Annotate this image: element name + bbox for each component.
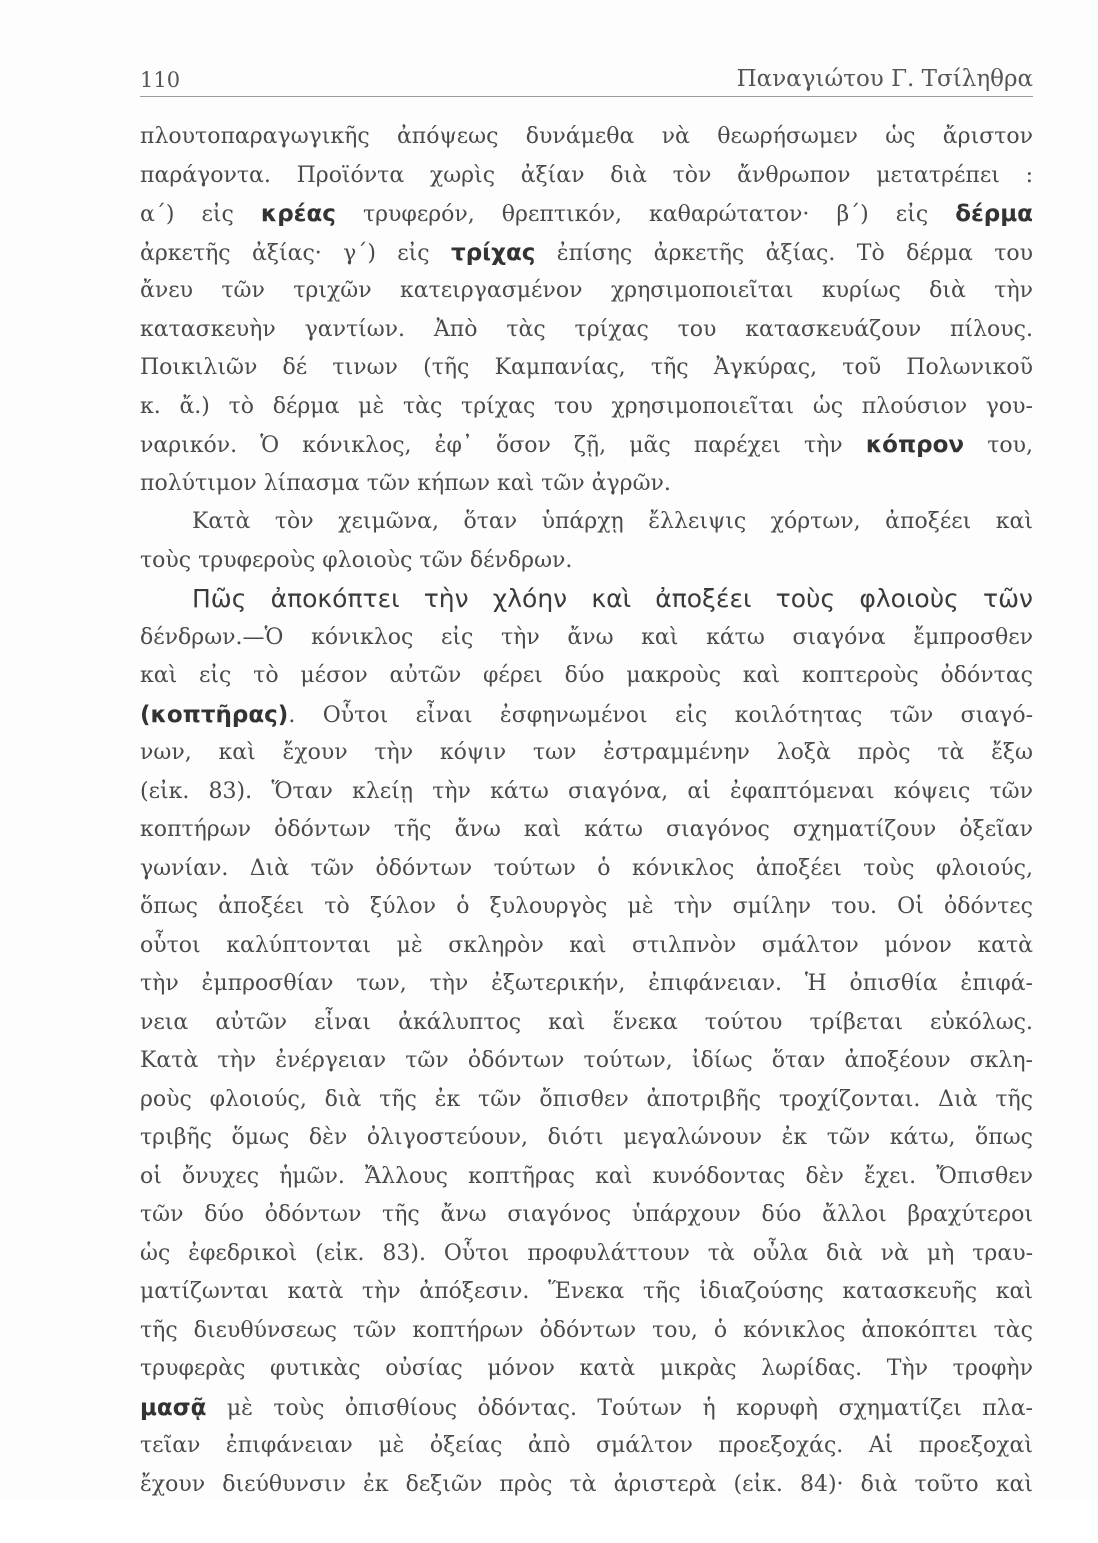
text-line: ροὺς φλοιούς, διὰ τῆς ἐκ τῶν ὄπισθεν ἀποτριβῆς τροχίζονται. Διὰ τῆς	[140, 1086, 1033, 1112]
text-line: ἄνευ τῶν τριχῶν κατειργασμένον χρησιμοποιεῖται κυρίως διὰ τὴν	[140, 278, 1033, 303]
text-line: α΄) εἰς κρέας τρυφερόν, θρεπτικόν, καθαρώτατον· β΄) εἰς δέρμα	[140, 201, 1033, 227]
text-line: ἀρκετῆς ἀξίας· γ΄) εἰς τρίχας ἐπίσης ἀρκετῆς ἀξίας. Τὸ δέρμα του	[140, 239, 1033, 266]
text-line: νεια αὐτῶν εἶναι ἀκάλυπτος καὶ ἕνεκα τούτου τρίβεται εὐκόλως.	[140, 1009, 1033, 1035]
page-header	[140, 64, 1033, 97]
text-line: καὶ εἰς τὸ μέσον αὐτῶν φέρει δύο μακροὺς καὶ κοπτεροὺς ὀδόντας	[140, 663, 1033, 688]
text-line: ὅπως ἀποξέει τὸ ξύλον ὁ ξυλουργὸς μὲ τὴν σμίλην του. Οἱ ὀδόντες	[140, 894, 1033, 919]
text-line: ναρικόν. Ὁ κόνικλος, ἐφ᾽ ὅσον ζῇ, μᾶς παρέχει τὴν κόπρον του,	[140, 432, 1033, 458]
text-line: Ποικιλιῶν δέ τινων (τῆς Καμπανίας, τῆς Ἀγκύρας, τοῦ Πολωνικοῦ	[140, 355, 1033, 380]
text-line: τῆς διευθύνσεως τῶν κοπτήρων ὀδόντων του, ὁ κόνικλος ἀποκόπτει τὰς	[140, 1317, 1033, 1343]
text-line: κ. ἄ.) τὸ δέρμα μὲ τὰς τρίχας του χρησιμοποιεῖται ὡς πλούσιον γου-	[140, 393, 1033, 419]
text-line: παράγοντα. Προϊόντα χωρὶς ἀξίαν διὰ τὸν ἄνθρωπον μετατρέπει :	[140, 162, 1033, 188]
text-line: δένδρων.—Ὁ κόνικλος εἰς τὴν ἄνω καὶ κάτω σιαγόνα ἔμπροσθεν	[140, 624, 1033, 650]
text-line: οὗτοι καλύπτονται μὲ σκληρὸν καὶ στιλπνὸν σμάλτον μόνον κατὰ	[140, 932, 1033, 958]
text-line: νων, καὶ ἔχουν τὴν κόψιν των ἐστραμμένην λοξὰ πρὸς τὰ ἔξω	[140, 740, 1033, 765]
running-head: Παναγιώτου Γ. Τσίληθρα	[736, 66, 1033, 92]
text-line: τὴν ἐμπροσθίαν των, τὴν ἐξωτερικήν, ἐπιφάνειαν. Ἡ ὀπισθία ἐπιφά-	[140, 971, 1033, 996]
text-line: τρυφερὰς φυτικὰς οὐσίας μόνον κατὰ μικρὰς λωρίδας. Τὴν τροφὴν	[140, 1356, 1033, 1381]
page-number: 110	[140, 68, 181, 92]
text-line: γωνίαν. Διὰ τῶν ὀδόντων τούτων ὁ κόνικλος ἀποξέει τοὺς φλοιούς,	[140, 855, 1033, 881]
section-heading-line: Πῶς ἀποκόπτει τὴν χλόην καὶ ἀποξέει τοὺς φλοιοὺς τῶν	[192, 584, 1033, 613]
text-line: πλουτοπαραγωγικῆς ἀπόψεως δυνάμεθα νὰ θεωρήσωμεν ὡς ἄριστον	[140, 124, 1033, 149]
text-line: κοπτήρων ὀδόντων τῆς ἄνω καὶ κάτω σιαγόνος σχηματίζουν ὀξεῖαν	[140, 817, 1033, 842]
text-line: ματίζωνται κατὰ τὴν ἀπόξεσιν. Ἕνεκα τῆς ἰδιαζούσης κατασκευῆς καὶ	[140, 1279, 1033, 1304]
text-line	[140, 1504, 1033, 1543]
body-text	[140, 118, 1033, 1543]
text-line: τῶν δύο ὀδόντων τῆς ἄνω σιαγόνος ὑπάρχουν δύο ἄλλοι βραχύτεροι	[140, 1202, 1033, 1227]
text-line: τεῖαν ἐπιφάνειαν μὲ ὀξείας ἀπὸ σμάλτον προεξοχάς. Αἱ προεξοχαὶ	[140, 1433, 1033, 1458]
text-line: μασᾷ μὲ τοὺς ὀπισθίους ὀδόντας. Τούτων ἡ κορυφὴ σχηματίζει πλα-	[140, 1394, 1033, 1421]
text-line: τριβῆς ὅμως δὲν ὀλιγοστεύουν, διότι μεγαλώνουν ἐκ τῶν κάτω, ὅπως	[140, 1125, 1033, 1150]
text-line: (εἰκ. 83). Ὅταν κλείῃ τὴν κάτω σιαγόνα, αἱ ἐφαπτόμεναι κόψεις τῶν	[140, 778, 1033, 804]
paragraph-start-line: Κατὰ τὸν χειμῶνα, ὅταν ὑπάρχῃ ἔλλειψις χόρτων, ἀποξέει καὶ	[192, 509, 1033, 534]
text-line: ἔχουν διεύθυνσιν ἐκ δεξιῶν πρὸς τὰ ἀριστερὰ (εἰκ. 84)· διὰ τοῦτο καὶ	[140, 1471, 1033, 1497]
text-line: Κατὰ τὴν ἐνέργειαν τῶν ὀδόντων τούτων, ἰδίως ὅταν ἀποξέουν σκλη-	[140, 1048, 1033, 1073]
text-line: τοὺς τρυφεροὺς φλοιοὺς τῶν δένδρων.	[140, 547, 573, 573]
text-line: ὡς ἐφεδρικοὶ (εἰκ. 83). Οὗτοι προφυλάττουν τὰ οὖλα διὰ νὰ μὴ τραυ-	[140, 1240, 1033, 1266]
text-line: πολύτιμον λίπασμα τῶν κήπων καὶ τῶν ἀγρῶν.	[140, 470, 671, 496]
text-line: κατασκευὴν γαντίων. Ἀπὸ τὰς τρίχας του κατασκευάζουν πίλους.	[140, 316, 1033, 342]
text-line: (κοπτῆρας). Οὗτοι εἶναι ἐσφηνωμένοι εἰς κοιλότητας τῶν σιαγό-	[140, 701, 1033, 728]
text-line: οἱ ὄνυχες ἡμῶν. Ἄλλους κοπτῆρας καὶ κυνόδοντας δὲν ἔχει. Ὄπισθεν	[140, 1163, 1033, 1189]
